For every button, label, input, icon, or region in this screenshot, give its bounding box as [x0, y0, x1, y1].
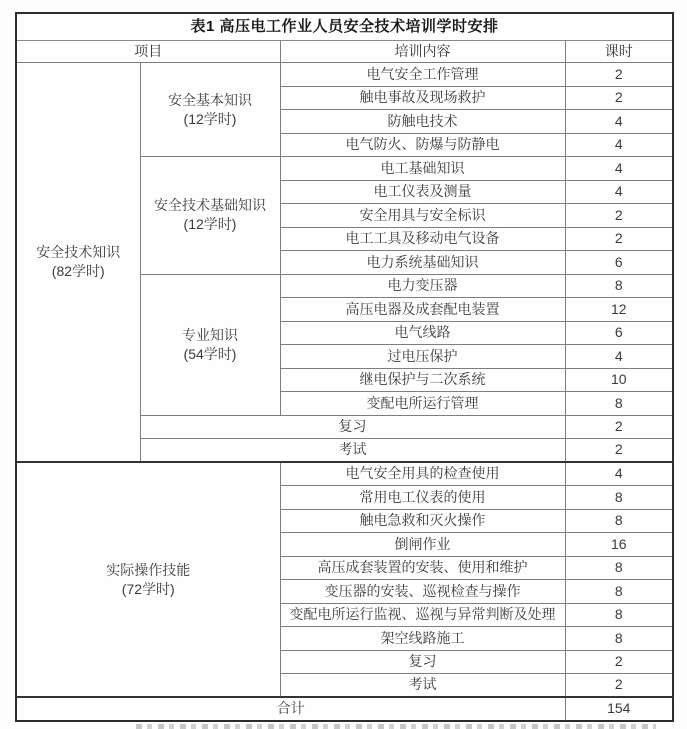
- category-hours: (82学时): [51, 263, 105, 279]
- content-cell: 防触电技术: [280, 110, 565, 134]
- content-cell: 变配电所运行监视、巡视与异常判断及处理: [280, 603, 565, 627]
- col-header-project: 项目: [16, 41, 280, 63]
- group-hours: (12学时): [183, 216, 237, 233]
- category-hours: (72学时): [121, 580, 175, 597]
- content-cell: 变配电所运行管理: [280, 392, 565, 416]
- total-hours-cell: 154: [565, 697, 673, 721]
- table-row: [16, 63, 673, 87]
- content-cell: 架空线路施工: [280, 627, 565, 651]
- content-cell: 过电压保护: [280, 345, 565, 369]
- hours-cell: 2: [565, 674, 673, 698]
- review-cell: 复习: [140, 415, 565, 439]
- hours-cell: 2: [565, 63, 673, 87]
- content-cell: 继电保护与二次系统: [280, 368, 565, 392]
- hours-cell: 10: [565, 368, 673, 392]
- content-cell: 常用电工仪表的使用: [280, 486, 565, 510]
- content-cell: 触电事故及现场救护: [280, 86, 565, 110]
- content-cell: 电气安全工作管理: [280, 63, 565, 87]
- training-hours-table: [15, 12, 674, 722]
- group-name: 安全基本知识: [168, 91, 252, 108]
- hours-cell: 6: [565, 251, 673, 275]
- hours-cell: 4: [565, 110, 673, 134]
- hours-cell: 16: [565, 533, 673, 557]
- hours-cell: 4: [565, 345, 673, 369]
- content-cell: 电工基础知识: [280, 157, 565, 181]
- hours-cell: 4: [565, 133, 673, 157]
- hours-cell: 2: [565, 86, 673, 110]
- content-cell: 高压成套装置的安装、使用和维护: [280, 556, 565, 580]
- hours-cell: 2: [565, 439, 673, 463]
- content-cell: 电气安全用具的检查使用: [280, 462, 565, 486]
- category-name: 安全技术知识: [36, 244, 121, 261]
- hours-cell: 2: [565, 415, 673, 439]
- exam-cell: 考试: [140, 439, 565, 463]
- hours-cell: 8: [565, 580, 673, 604]
- hours-cell: 2: [565, 204, 673, 228]
- content-cell: 变压器的安装、巡视检查与操作: [280, 580, 565, 604]
- exam-cell: 考试: [280, 674, 565, 698]
- hours-cell: 4: [565, 180, 673, 204]
- content-cell: 安全用具与安全标识: [280, 204, 565, 228]
- content-cell: 电工工具及移动电气设备: [280, 227, 565, 251]
- hours-cell: 8: [565, 509, 673, 533]
- content-cell: 电气线路: [280, 321, 565, 345]
- group-name: 专业知识: [182, 326, 238, 343]
- group-hours: (12学时): [183, 110, 237, 127]
- hours-cell: 2: [565, 227, 673, 251]
- hours-cell: 4: [565, 157, 673, 181]
- total-row: [16, 697, 673, 721]
- cut-off-text-strip: [136, 724, 656, 729]
- content-cell: 电工仪表及测量: [280, 180, 565, 204]
- total-label-cell: 合计: [16, 697, 565, 721]
- category-name: 实际操作技能: [106, 561, 191, 578]
- content-cell: 高压电器及成套配电装置: [280, 298, 565, 322]
- group-hours: (54学时): [183, 345, 237, 362]
- content-cell: 电力变压器: [280, 274, 565, 298]
- hours-cell: 2: [565, 650, 673, 674]
- hours-cell: 8: [565, 603, 673, 627]
- hours-cell: 8: [565, 627, 673, 651]
- hours-cell: 8: [565, 392, 673, 416]
- hours-cell: 8: [565, 274, 673, 298]
- col-header-hours: 课时: [565, 41, 673, 63]
- hours-cell: 4: [565, 462, 673, 486]
- category-cell-practical-skills: [16, 462, 280, 697]
- content-cell: 电气防火、防爆与防静电: [280, 133, 565, 157]
- table-header-row: [16, 41, 673, 63]
- group-cell-tech-basics: [140, 157, 280, 275]
- hours-cell: 12: [565, 298, 673, 322]
- hours-cell: 6: [565, 321, 673, 345]
- hours-cell: 8: [565, 556, 673, 580]
- col-header-content: 培训内容: [280, 41, 565, 63]
- content-cell: 倒闸作业: [280, 533, 565, 557]
- table-row: [16, 13, 673, 41]
- table-row: [16, 462, 673, 486]
- group-cell-basic-safety: [140, 63, 280, 157]
- group-name: 安全技术基础知识: [154, 197, 266, 214]
- category-cell-safety-knowledge: [16, 63, 140, 463]
- review-cell: 复习: [280, 650, 565, 674]
- group-cell-professional: [140, 274, 280, 415]
- content-cell: 电力系统基础知识: [280, 251, 565, 275]
- content-cell: 触电急救和灭火操作: [280, 509, 565, 533]
- table-title: 表1 高压电工作业人员安全技术培训学时安排: [16, 13, 673, 41]
- hours-cell: 8: [565, 486, 673, 510]
